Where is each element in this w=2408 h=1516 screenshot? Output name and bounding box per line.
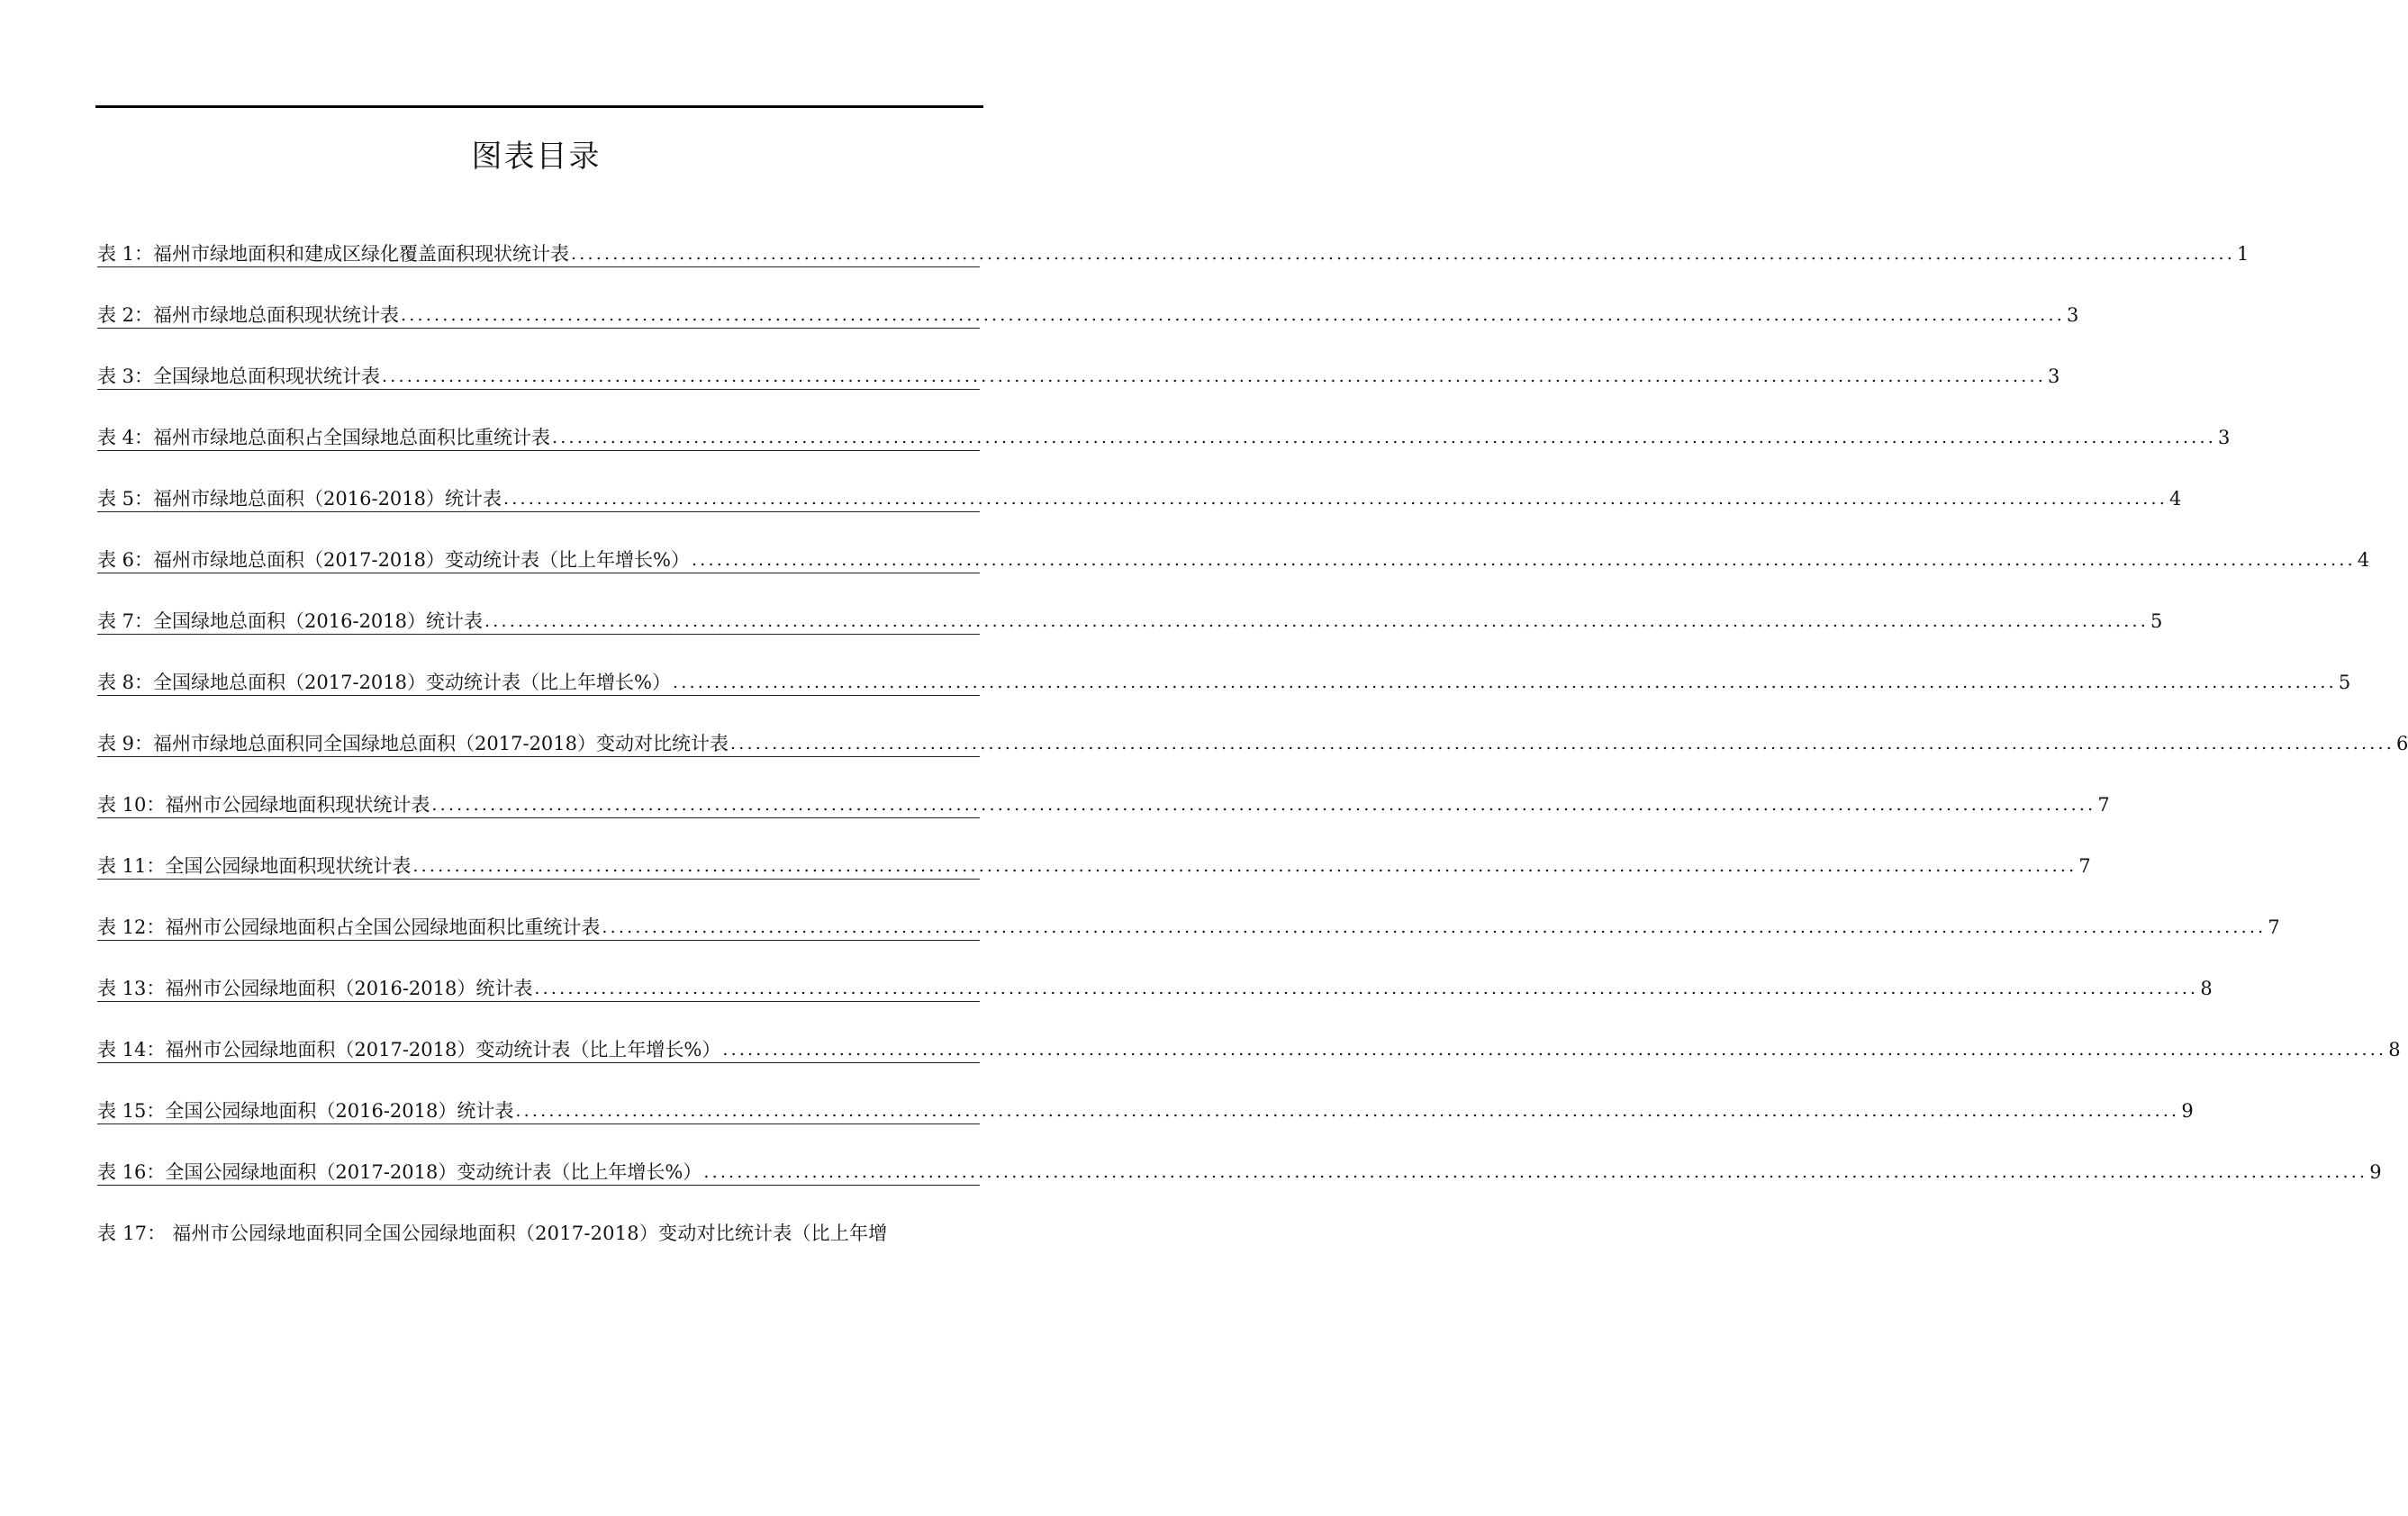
toc-entry-4[interactable] [97,420,2231,451]
toc-leader-dots: ........................................................................................................................................................................................................ [722,1040,2387,1060]
toc-entry-13[interactable] [97,970,2213,1002]
toc-entry-label: 表 2：福州市绿地总面积现状统计表 [97,304,400,326]
toc-leader-dots: ........................................................................................................................................................................................................ [515,1101,2180,1121]
toc-entry-page: 9 [2369,1161,2382,1183]
toc-entry-page: 9 [2181,1100,2194,1122]
toc-entry-page: 1 [2236,243,2250,265]
toc-entry-label: 表 12：福州市公园绿地面积占全国公园绿地面积比重统计表 [97,916,601,938]
toc-leader-dots: ........................................................................................................................................................................................................ [571,244,2235,264]
toc-entry-1[interactable] [97,236,2250,267]
toc-entry-page: 5 [2338,672,2351,693]
page-title: 图表目录 [471,139,602,175]
toc-entry-3[interactable] [97,358,2060,390]
toc-leader-dots: ........................................................................................................................................................................................................ [552,428,2216,447]
toc-leader-dots: ........................................................................................................................................................................................................ [382,366,2046,386]
toc-leader-dots: ........................................................................................................................................................................................................ [503,489,2168,509]
toc-entry-2[interactable] [97,297,2079,329]
toc-entry-page: 8 [2200,978,2213,999]
toc-entry-label: 表 16：全国公园绿地面积（2017-2018）变动统计表（比上年增长%） [97,1161,702,1183]
toc-entry-page: 7 [2078,855,2091,877]
toc-entry-label: 表 3：全国绿地总面积现状统计表 [97,365,381,387]
toc-leader-dots: ........................................................................................................................................................................................................ [401,305,2065,325]
header-rule [95,105,983,108]
toc-entry-8[interactable] [97,664,2351,696]
toc-entry-10[interactable] [97,787,2110,818]
toc-entry-11[interactable] [97,848,2091,880]
toc-entry-page: 3 [2217,427,2231,448]
toc-entry-label: 表 14：福州市公园绿地面积（2017-2018）变动统计表（比上年增长%） [97,1039,721,1060]
toc-entry-label: 表 10：福州市公园绿地面积现状统计表 [97,794,430,816]
toc-entry-label: 表 4：福州市绿地总面积占全国绿地总面积比重统计表 [97,427,551,448]
toc-leader-dots: ........................................................................................................................................................................................................ [730,734,2394,753]
toc-entry-6[interactable] [97,542,2370,573]
toc-entry-page: 3 [2066,304,2079,326]
toc-leader-dots: ........................................................................................................................................................................................................ [412,856,2078,876]
toc-entry-page: 3 [2047,365,2060,387]
toc-entry-14[interactable] [97,1032,2401,1063]
toc-entry-page: 8 [2388,1039,2401,1060]
toc-entry-16[interactable] [97,1154,2382,1186]
toc-entry-label: 表 11：全国公园绿地面积现状统计表 [97,855,412,877]
toc-entry-page: 7 [2097,794,2110,816]
toc-leader-dots: ........................................................................................................................................................................................................ [602,917,2267,937]
toc-leader-dots: ........................................................................................................................................................................................................ [703,1162,2368,1182]
toc-entry-label: 表 6：福州市绿地总面积（2017-2018）变动统计表（比上年增长%） [97,549,690,571]
toc-entry-15[interactable] [97,1093,2194,1124]
toc-entry-page: 4 [2168,488,2182,510]
toc-entry-page: 5 [2150,610,2163,632]
toc-entry-label: 表 15：全国公园绿地面积（2016-2018）统计表 [97,1100,514,1122]
toc-entry-7[interactable] [97,603,2163,635]
toc-entry-9[interactable] [97,726,2408,757]
toc-leader-dots: ........................................................................................................................................................................................................ [534,979,2199,998]
toc-entry-label: 表 1：福州市绿地面积和建成区绿化覆盖面积现状统计表 [97,243,570,265]
toc-entry-17[interactable] [97,1215,980,1246]
toc-entry-12[interactable] [97,909,2280,941]
toc-leader-dots: ........................................................................................................................................................................................................ [484,611,2149,631]
toc-entry-label: 表 17： 福州市公园绿地面积同全国公园绿地面积（2017-2018）变动对比统计表（比上年增 [97,1223,888,1244]
toc-entry-label: 表 13：福州市公园绿地面积（2016-2018）统计表 [97,978,533,999]
toc-entry-5[interactable] [97,481,2182,512]
toc-entry-label: 表 7：全国绿地总面积（2016-2018）统计表 [97,610,484,632]
toc-entry-label: 表 9：福州市绿地总面积同全国绿地总面积（2017-2018）变动对比统计表 [97,733,729,754]
toc-entry-label: 表 8：全国绿地总面积（2017-2018）变动统计表（比上年增长%） [97,672,671,693]
toc-entry-page: 7 [2268,916,2280,938]
toc-leader-dots: ........................................................................................................................................................................................................ [431,795,2096,815]
toc-entry-label: 表 5：福州市绿地总面积（2016-2018）统计表 [97,488,502,510]
toc-entry-page: 6 [2395,733,2408,754]
toc-leader-dots: ........................................................................................................................................................................................................ [672,672,2337,692]
toc-leader-dots: ........................................................................................................................................................................................................ [691,550,2356,570]
toc-entry-page: 4 [2357,549,2370,571]
